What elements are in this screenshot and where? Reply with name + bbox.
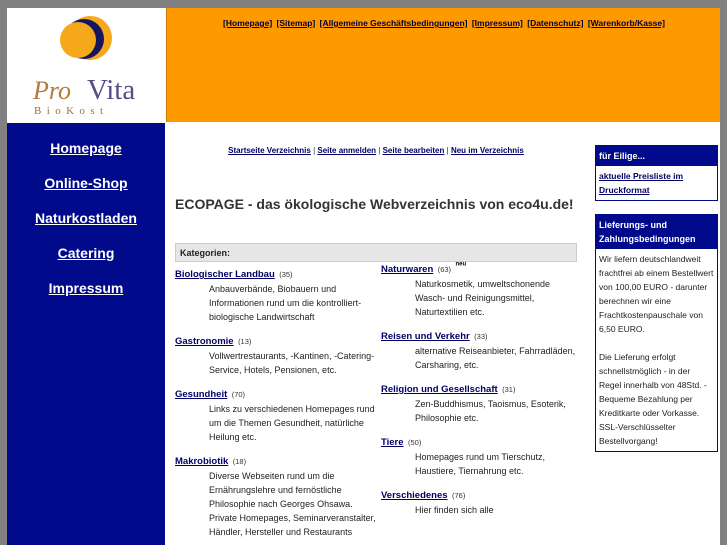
category-count: (31) — [502, 385, 516, 394]
category-count: (50) — [408, 438, 422, 447]
nav-impressum[interactable]: Impressum — [48, 280, 124, 296]
categories-right-column — [381, 259, 577, 524]
top-link-datenschutz[interactable]: [Datenschutz] — [527, 18, 584, 28]
category-item — [175, 384, 381, 444]
category-description: Diverse Webseiten rund um die Ernährungslehre und fernöstliche Philosophie nach Georges Ohsawa. Private Homepages, Seminarveranstalter, Händler, Hersteller und Restaurants — [209, 471, 376, 537]
top-links — [167, 18, 720, 28]
quick-box — [595, 145, 718, 201]
category-count: (70) — [231, 390, 246, 399]
category-link[interactable]: Gesundheit — [175, 389, 228, 400]
page-frame — [7, 8, 720, 545]
category-description: Anbauverbände, Biobauern und Informationen rund um die kontrolliert-biologische Landwirtschaft — [209, 284, 362, 322]
category-item — [381, 379, 577, 425]
category-description: Links zu verschiedenen Homepages rund um die Themen Gesundheit, natürliche Heilung etc. — [209, 404, 375, 442]
category-link[interactable]: Reisen und Verkehr — [381, 331, 470, 342]
category-item — [381, 326, 577, 372]
subnav-startseite[interactable]: Startseite Verzeichnis — [228, 146, 311, 155]
provita-logo-icon — [7, 8, 165, 122]
category-count: (76) — [452, 491, 466, 500]
category-link[interactable]: Religion und Gesellschaft — [381, 384, 498, 395]
category-link[interactable]: Tiere — [381, 437, 404, 448]
top-link-impressum[interactable]: [Impressum] — [471, 18, 523, 28]
top-link-sitemap[interactable]: [Sitemap] — [276, 18, 316, 28]
subnav-separator: | — [310, 146, 318, 155]
left-nav — [7, 122, 165, 545]
category-item — [381, 259, 577, 319]
nav-catering[interactable]: Catering — [57, 245, 115, 261]
top-link-homepage[interactable]: [Homepage] — [223, 18, 273, 28]
category-description: Naturkosmetik, umweltschonende Wasch- und Reinigungsmittel, Naturtextilien etc. — [415, 279, 551, 317]
categories-header: Kategorien: — [175, 243, 577, 262]
directory-nav — [173, 146, 579, 155]
subnav-separator: | — [444, 146, 451, 155]
category-count: (33) — [474, 332, 488, 341]
category-link[interactable]: Biologischer Landbau — [175, 269, 275, 280]
logo[interactable] — [7, 8, 165, 122]
category-description: alternative Reiseanbieter, Fahrradläden, Carsharing, etc. — [415, 346, 576, 370]
logo-vita: Vita — [87, 74, 136, 106]
subnav-bearbeiten[interactable]: Seite bearbeiten — [382, 146, 445, 155]
category-count: (35) — [279, 270, 293, 279]
category-count: (63) — [437, 265, 452, 274]
delivery-text: Wir liefern deutschlandweit frachtfrei ab einem Bestellwert von 100,00 EURO - darunter berechnen wir eine Frachtkostenpauschale von 6,50 EURO. — [599, 254, 714, 334]
nav-homepage[interactable]: Homepage — [50, 140, 122, 156]
category-count: (13) — [238, 337, 252, 346]
category-description: Zen-Buddhismus, Taoismus, Esoterik, Philosophie etc. — [415, 399, 566, 423]
category-item — [175, 264, 381, 324]
category-link[interactable]: Makrobiotik — [175, 456, 229, 467]
subnav-neu[interactable]: Neu im Verzeichnis — [450, 146, 524, 155]
quick-box-title: für Eilige... — [596, 146, 717, 166]
delivery-box — [595, 214, 718, 452]
nav-online-shop[interactable]: Online-Shop — [44, 175, 128, 191]
category-description: Hier finden sich alle — [415, 505, 494, 515]
top-link-agb[interactable]: [Allgemeine Geschäftsbedingungen] — [319, 18, 468, 28]
category-link[interactable]: Naturwaren — [381, 264, 434, 275]
categories-left-column — [175, 264, 381, 545]
delivery-box-title: Lieferungs- und Zahlungsbedingungen — [596, 215, 717, 249]
main-content — [173, 122, 579, 545]
category-link[interactable]: Gastronomie — [175, 336, 234, 347]
category-count: (18) — [232, 457, 247, 466]
category-item — [175, 331, 381, 377]
logo-pro: Pro — [33, 76, 72, 105]
new-badge: neu — [455, 261, 467, 268]
logo-subtitle: BioKost — [34, 105, 109, 117]
price-list-link[interactable]: aktuelle Preisliste im Druckformat — [599, 171, 684, 195]
category-item — [175, 451, 381, 539]
category-link[interactable]: Verschiedenes — [381, 490, 448, 501]
top-link-warenkorb[interactable]: [Warenkorb/Kasse] — [587, 18, 665, 28]
category-description: Homepages rund um Tierschutz, Haustiere, Tiernahrung etc. — [415, 452, 546, 476]
header-bar — [166, 8, 720, 122]
delivery-text-2: Die Lieferung erfolgt schnellstmöglich - in der Regel innerhalb von 48Std. - Bequeme Bezahlung per Kreditkarte oder Vorkasse. SSL-Verschlüsselter Bestellvorgang! — [599, 352, 707, 446]
nav-naturkostladen[interactable]: Naturkostladen — [35, 210, 137, 226]
category-item — [381, 485, 577, 517]
subnav-separator: | — [376, 146, 383, 155]
right-sidebar — [595, 145, 718, 465]
subnav-anmelden[interactable]: Seite anmelden — [317, 146, 377, 155]
page-title: ECOPAGE - das ökologische Webverzeichnis von eco4u.de! — [175, 196, 574, 212]
category-description: Vollwertrestaurants, -Kantinen, -Catering-Service, Hotels, Pensionen, etc. — [209, 351, 375, 375]
category-item — [381, 432, 577, 478]
scrollbar[interactable] — [720, 8, 727, 545]
